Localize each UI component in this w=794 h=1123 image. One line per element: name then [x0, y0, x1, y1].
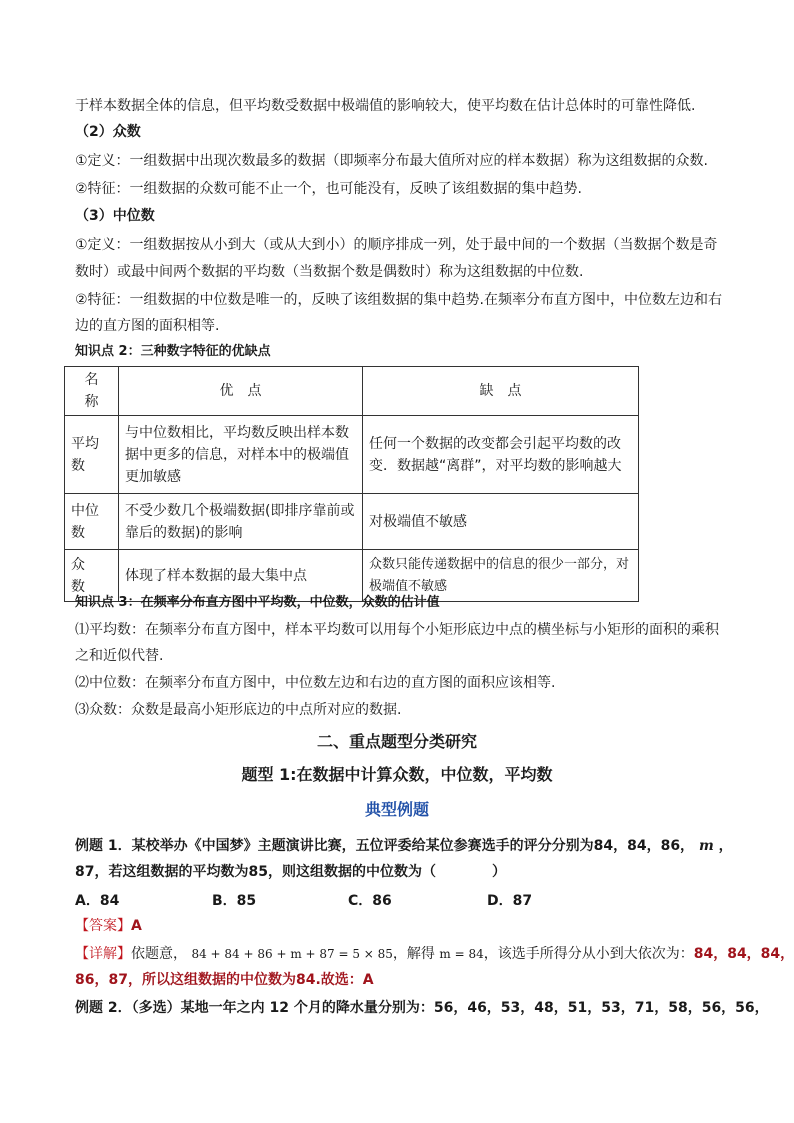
- mode-heading: （2）众数: [75, 124, 141, 140]
- table-cell: 体现了样本数据的最大集中点: [119, 550, 363, 602]
- kp3-heading: 知识点 3：在频率分布直方图中平均数，中位数，众数的估计值: [75, 595, 440, 610]
- table-header-cell: 优 点: [119, 367, 363, 416]
- option-c: C．86: [348, 893, 392, 909]
- mode-definition: ①定义：一组数据中出现次数最多的数据（即频率分布最大值所对应的样本数据）称为这组数据的众数.: [75, 153, 708, 169]
- median-feature-2: 边的直方图的面积相等.: [75, 318, 220, 334]
- table-cell: 对极端值不敏感: [363, 494, 639, 550]
- example-1-text: 例题 1．某校举办《中国梦》主题演讲比赛，五位评委给某位参赛选手的评分分别为84，84，86，: [75, 838, 695, 854]
- choice-value: A: [362, 972, 374, 988]
- detail-line-2: [75, 970, 374, 990]
- kp3-mean-2: 之和近似代替.: [75, 648, 164, 664]
- median-definition-1: ①定义：一组数据按从小到大（或从大到小）的顺序排成一列，处于最中间的一个数据（当数据个数是奇: [75, 237, 718, 253]
- kp3-mode: ⑶众数：众数是最高小矩形底边的中点所对应的数据.: [75, 702, 402, 718]
- table-row: [65, 416, 639, 494]
- para-top: 于样本数据全体的信息，但平均数受数据中极端值的影响较大，使平均数在估计总体时的可靠性降低.: [75, 98, 696, 114]
- mode-feature: ②特征：一组数据的众数可能不止一个，也可能没有，反映了该组数据的集中趋势.: [75, 181, 582, 197]
- table-row: [65, 494, 639, 550]
- median-value: 84.: [295, 972, 321, 988]
- table-cell: 平均数: [65, 416, 119, 494]
- kp2-heading: 知识点 2：三种数字特征的优缺点: [75, 344, 271, 359]
- section-title: 二、重点题型分类研究: [316, 732, 477, 751]
- table-cell: 任何一个数据的改变都会引起平均数的改变．数据越“离群”，对平均数的影响越大: [363, 416, 639, 494]
- table-header-cell: 名 称: [65, 367, 119, 416]
- solution: m = 84: [439, 947, 484, 961]
- answer-value: A: [131, 918, 142, 934]
- detail-text-e: 故选：: [320, 972, 363, 988]
- answer-tag: 【答案】: [75, 918, 131, 934]
- example-1-line-1: [75, 836, 733, 856]
- option-b: B．85: [212, 893, 257, 909]
- table-cell: 与中位数相比，平均数反映出样本数据中更多的信息，对样本中的极端值更加敏感: [119, 416, 363, 494]
- example-1-line-2: 87，若这组数据的平均数为85，则这组数据的中位数为（ ）: [75, 864, 506, 880]
- table-cell: 众数只能传递数据中的信息的很少一部分，对极端值不敏感: [363, 550, 639, 602]
- example-2-line-1: 例题 2．（多选）某地一年之内 12 个月的降水量分别为：56，46，53，48，51，53，71，58，56，56，: [75, 1000, 769, 1016]
- median-heading: （3）中位数: [75, 208, 155, 224]
- comparison-table: [64, 366, 639, 602]
- table-header-row: [65, 367, 639, 416]
- detail-text-c: ，该选手所得分从小到大依次为：: [483, 946, 694, 962]
- table-header-cell: 缺 点: [363, 367, 639, 416]
- answer-line: [75, 916, 142, 936]
- detail-text-d: 所以这组数据的中位数为: [141, 972, 296, 988]
- typical-example-title: 典型例题: [364, 800, 429, 819]
- option-d: D．87: [487, 893, 533, 909]
- median-definition-2: 数时）或最中间两个数据的平均数（当数据个数是偶数时）称为这组数据的中位数.: [75, 264, 584, 280]
- variable-m: m: [698, 838, 714, 854]
- detail-tag: 【详解】: [75, 946, 131, 962]
- detail-text-a: 依题意，: [131, 946, 187, 962]
- table-cell: 不受少数几个极端数据(即排序靠前或靠后的数据)的影响: [119, 494, 363, 550]
- kp3-mean-1: ⑴平均数：在频率分布直方图中，样本平均数可以用每个小矩形底边中点的横坐标与小矩形的面积的乘积: [75, 622, 719, 638]
- sorted-sequence-1: 84，84，84，: [693, 946, 794, 962]
- median-feature-1: ②特征：一组数据的中位数是唯一的，反映了该组数据的集中趋势.在频率分布直方图中，中位数左边和右: [75, 292, 722, 308]
- table-cell: 中位数: [65, 494, 119, 550]
- example-1-comma: ，: [718, 838, 733, 854]
- detail-line-1: [75, 944, 794, 964]
- table-cell: 众 数: [65, 550, 119, 602]
- type-title: 题型 1:在数据中计算众数，中位数，平均数: [241, 765, 553, 784]
- option-a: A．84: [75, 893, 120, 909]
- kp3-median: ⑵中位数：在频率分布直方图中，中位数左边和右边的直方图的面积应该相等.: [75, 675, 556, 691]
- detail-text-b: ，解得: [392, 946, 435, 962]
- sorted-sequence-2: 86，87，: [75, 972, 142, 988]
- equation: 84 + 84 + 86 + m + 87 = 5 × 85: [191, 947, 393, 961]
